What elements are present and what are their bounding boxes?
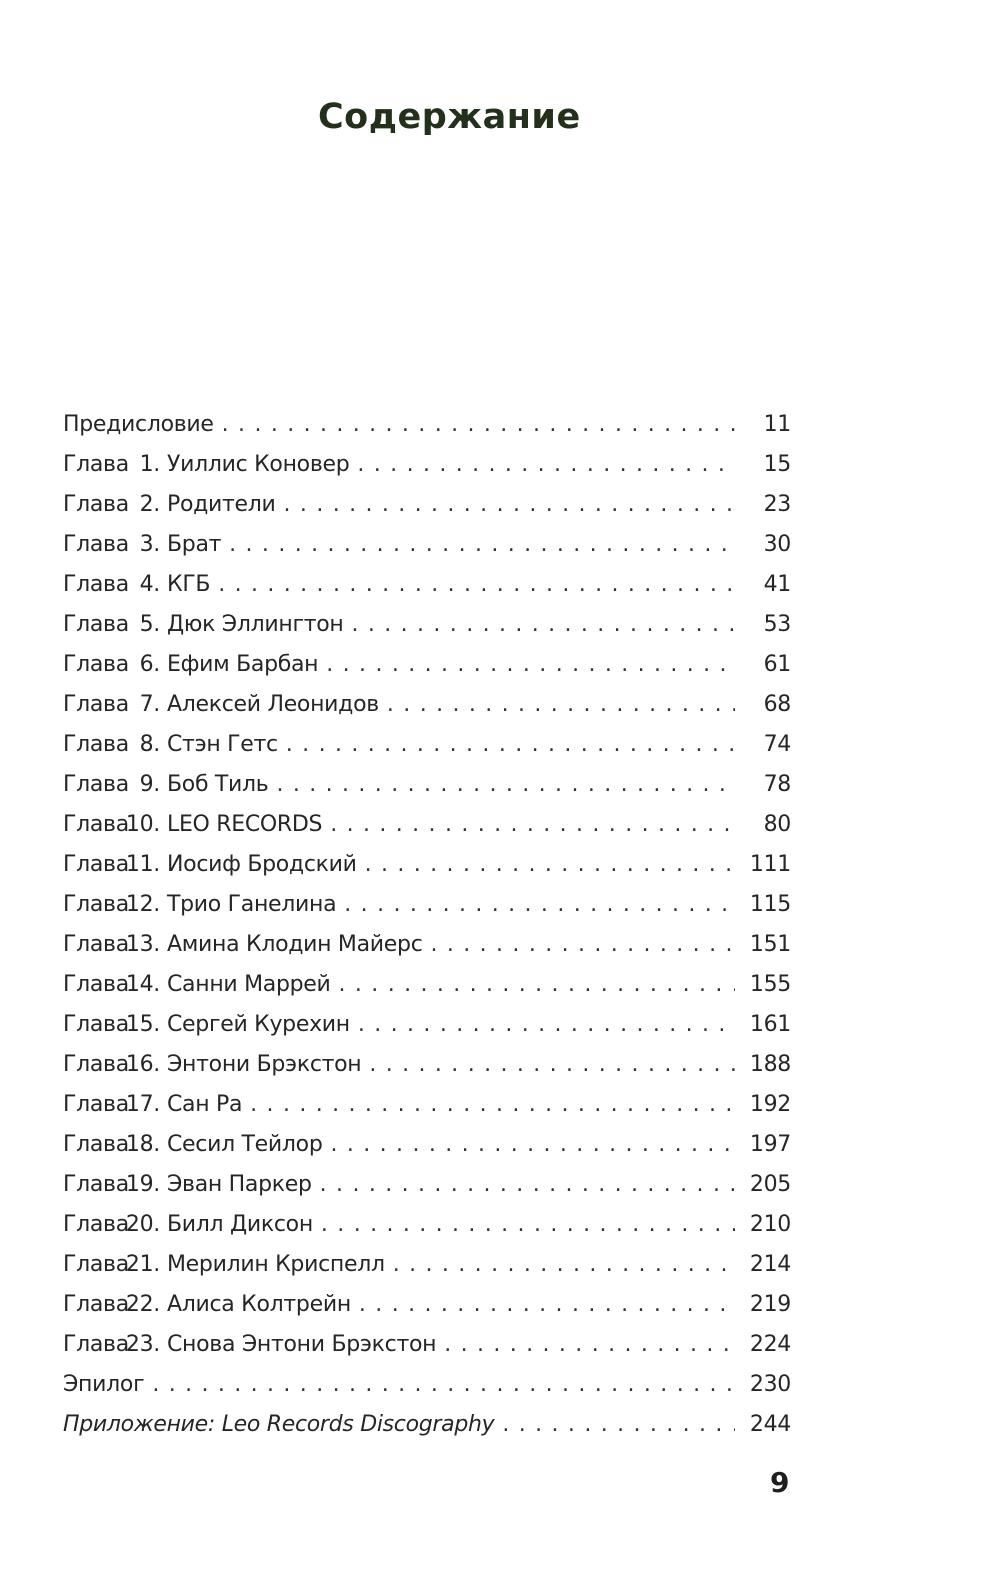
toc-chapter-number [63,1285,167,1325]
toc-title: Иосиф Бродский [167,852,357,877]
toc-entry [63,565,791,605]
toc-title: Энтони Брэкстон [167,1052,362,1077]
toc-title: Сан Ра [167,1092,243,1117]
toc-chapter-index: 6. [139,652,160,677]
toc-chapter-number [63,1085,167,1125]
dot-leader [326,645,735,685]
toc-chapter-number [63,485,167,525]
toc-page-number: 74 [763,732,791,757]
dot-leader [152,1365,735,1405]
toc-page-number: 224 [749,1332,791,1357]
toc-page-number: 11 [763,412,791,437]
dot-leader [339,965,735,1005]
toc-chapter-index: 13. [125,932,160,957]
toc-title: Уиллис Коновер [167,452,350,477]
toc-page-number: 197 [749,1132,791,1157]
toc-chapter-index: 20. [125,1212,160,1237]
toc-chapter-number [63,805,167,845]
table-of-contents [63,405,791,1445]
dot-leader [250,1085,735,1125]
toc-chapter-label: Глава [63,812,129,837]
toc-entry [63,605,791,645]
toc-title: Эпилог [63,1372,145,1397]
dot-leader [393,1245,735,1285]
toc-entry [63,765,791,805]
dot-leader [229,525,735,565]
toc-entry [63,885,791,925]
toc-entry [63,1165,791,1205]
toc-chapter-number [63,965,167,1005]
toc-title: Мерилин Криспелл [167,1252,385,1277]
toc-title: Брат [167,532,222,557]
dot-leader [330,805,735,845]
toc-entry [63,405,791,445]
toc-page-number: 219 [749,1292,791,1317]
dot-leader [218,565,735,605]
toc-title: КГБ [167,572,211,597]
toc-chapter-index: 16. [125,1052,160,1077]
toc-entry [63,925,791,965]
toc-chapter-label: Глава [63,852,129,877]
dot-leader [286,725,735,765]
toc-entry [63,725,791,765]
toc-entry [63,525,791,565]
toc-entry [63,1325,791,1365]
toc-title: Сесил Тейлор [167,1132,323,1157]
toc-page-number: 30 [763,532,791,557]
toc-title: LEO RECORDS [167,812,323,837]
toc-chapter-number [63,1165,167,1205]
toc-title: Родители [167,492,276,517]
toc-entry [63,1205,791,1245]
toc-chapter-index: 10. [125,812,160,837]
toc-chapter-index: 18. [125,1132,160,1157]
toc-entry [63,1045,791,1085]
toc-chapter-label: Глава [63,892,129,917]
dot-leader [351,605,735,645]
toc-page-number: 41 [763,572,791,597]
dot-leader [331,1125,735,1165]
toc-entry [63,805,791,845]
toc-entry [63,1245,791,1285]
toc-entry [63,965,791,1005]
toc-page-number: 214 [749,1252,791,1277]
toc-chapter-label: Глава [63,572,129,597]
toc-chapter-label: Глава [63,452,129,477]
toc-title: Санни Маррей [167,972,331,997]
toc-chapter-label: Глава [63,1172,129,1197]
toc-chapter-number [63,1125,167,1165]
toc-chapter-label: Глава [63,1332,129,1357]
toc-page-number: 111 [749,852,791,877]
toc-page-number: 230 [749,1372,791,1397]
dot-leader [365,845,735,885]
toc-chapter-label: Глава [63,652,129,677]
toc-title: Алексей Леонидов [167,692,379,717]
toc-chapter-number [63,1245,167,1285]
toc-entry [63,485,791,525]
toc-title: Алиса Колтрейн [167,1292,351,1317]
toc-chapter-label: Глава [63,1052,129,1077]
toc-chapter-number [63,1325,167,1365]
toc-page-number: 205 [749,1172,791,1197]
toc-entry [63,1125,791,1165]
toc-entry [63,645,791,685]
dot-leader [284,485,735,525]
toc-chapter-index: 21. [125,1252,160,1277]
toc-entry [63,1365,791,1405]
toc-page-number: 151 [749,932,791,957]
toc-chapter-index: 14. [125,972,160,997]
toc-chapter-label: Глава [63,532,129,557]
toc-chapter-number [63,1205,167,1245]
toc-chapter-label: Глава [63,1132,129,1157]
toc-page-number: 161 [749,1012,791,1037]
page-title: Содержание [318,97,581,137]
toc-entry [63,1005,791,1045]
toc-chapter-number [63,1045,167,1085]
dot-leader [222,405,735,445]
toc-chapter-index: 9. [139,772,160,797]
toc-chapter-index: 5. [139,612,160,637]
toc-chapter-label: Глава [63,692,129,717]
toc-chapter-number [63,565,167,605]
toc-entry [63,1285,791,1325]
toc-chapter-label: Глава [63,1012,129,1037]
toc-chapter-index: 11. [125,852,160,877]
toc-chapter-number [63,525,167,565]
toc-chapter-label: Глава [63,1092,129,1117]
toc-chapter-index: 3. [139,532,160,557]
toc-chapter-index: 1. [139,452,160,477]
toc-page-number: 15 [763,452,791,477]
toc-title: Сергей Курехин [167,1012,350,1037]
toc-chapter-index: 19. [125,1172,160,1197]
toc-page-number: 210 [749,1212,791,1237]
toc-chapter-label: Глава [63,732,129,757]
toc-page-number: 23 [763,492,791,517]
toc-entry [63,845,791,885]
toc-chapter-number [63,685,167,725]
toc-title: Билл Диксон [167,1212,313,1237]
dot-leader [431,925,736,965]
toc-chapter-number [63,845,167,885]
toc-chapter-label: Глава [63,772,129,797]
dot-leader [387,685,735,725]
toc-title: Ефим Барбан [167,652,319,677]
toc-chapter-label: Глава [63,1252,129,1277]
toc-title: Боб Тиль [167,772,269,797]
toc-title: Амина Клодин Майерс [167,932,423,957]
toc-chapter-index: 4. [139,572,160,597]
dot-leader [321,1205,735,1245]
toc-chapter-label: Глава [63,972,129,997]
toc-page-number: 68 [763,692,791,717]
toc-chapter-number [63,885,167,925]
toc-title: Дюк Эллингтон [167,612,344,637]
dot-leader [344,885,735,925]
toc-chapter-index: 2. [139,492,160,517]
toc-page-number: 53 [763,612,791,637]
toc-chapter-number [63,925,167,965]
toc-chapter-index: 22. [125,1292,160,1317]
toc-chapter-label: Глава [63,1212,129,1237]
toc-chapter-index: 7. [139,692,160,717]
toc-entry [63,1085,791,1125]
toc-page-number: 155 [749,972,791,997]
toc-entry [63,1405,791,1445]
dot-leader [358,1005,735,1045]
dot-leader [369,1045,735,1085]
dot-leader [444,1325,735,1365]
toc-chapter-index: 23. [125,1332,160,1357]
toc-page-number: 188 [749,1052,791,1077]
toc-page-number: 115 [749,892,791,917]
toc-chapter-label: Глава [63,932,129,957]
toc-page-number: 244 [749,1412,791,1437]
dot-leader [276,765,735,805]
toc-chapter-index: 17. [125,1092,160,1117]
toc-title: Предисловие [63,412,214,437]
toc-chapter-number [63,605,167,645]
toc-title: Эван Паркер [167,1172,312,1197]
toc-title: Стэн Гетс [167,732,278,757]
dot-leader [502,1405,735,1445]
toc-chapter-number [63,445,167,485]
toc-page-number: 78 [763,772,791,797]
toc-chapter-label: Глава [63,1292,129,1317]
toc-entry [63,445,791,485]
toc-page-number: 192 [749,1092,791,1117]
dot-leader [320,1165,735,1205]
toc-chapter-number [63,765,167,805]
toc-page-number: 61 [763,652,791,677]
dot-leader [357,445,735,485]
toc-chapter-number [63,725,167,765]
toc-title: Трио Ганелина [167,892,337,917]
toc-chapter-number [63,1005,167,1045]
toc-chapter-index: 12. [125,892,160,917]
dot-leader [359,1285,735,1325]
toc-chapter-number [63,645,167,685]
toc-chapter-index: 15. [125,1012,160,1037]
page-number: 9 [770,1466,790,1499]
toc-title: Снова Энтони Брэкстон [167,1332,437,1357]
toc-entry [63,685,791,725]
toc-chapter-label: Глава [63,612,129,637]
toc-page-number: 80 [763,812,791,837]
toc-title: Приложение: Leo Records Discography [63,1412,495,1437]
toc-chapter-label: Глава [63,492,129,517]
toc-chapter-index: 8. [139,732,160,757]
